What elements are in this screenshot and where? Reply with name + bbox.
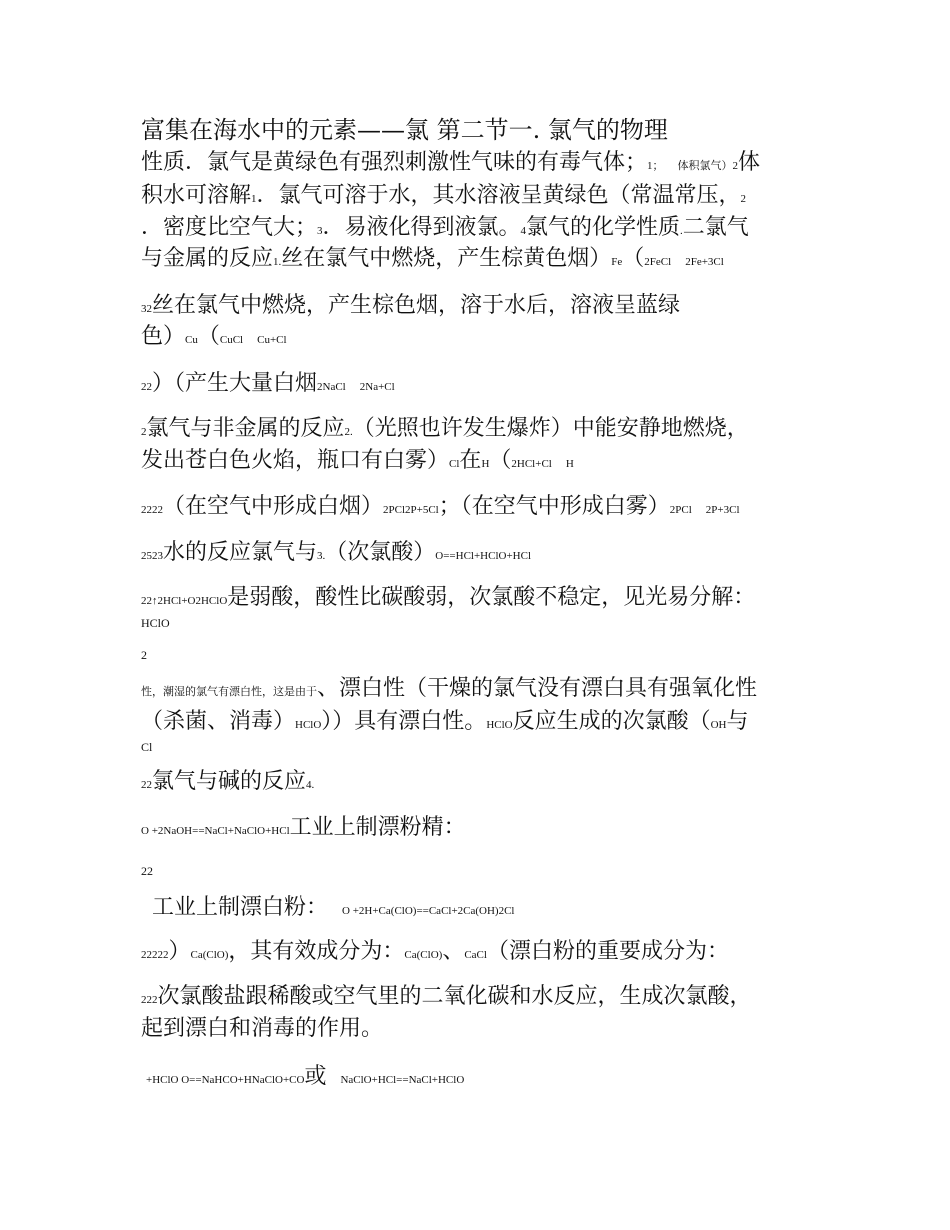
formula: 22↑2HCl+O2HClO xyxy=(141,595,228,607)
title-line xyxy=(141,118,668,142)
text-line-20 xyxy=(141,817,466,839)
text: 发出苍白色火焰，瓶口有白雾） xyxy=(141,448,450,473)
text: ．易液化得到液氯。 xyxy=(322,215,521,240)
title-text: 富集在海水中的元素——氯 第二节一. 氯气的物理 xyxy=(141,116,668,144)
formula: CuCl xyxy=(219,334,244,346)
text-line-13 xyxy=(141,587,755,609)
subscript: 1. xyxy=(273,256,282,268)
subscript: 222 xyxy=(141,994,158,1006)
formula: NaClO+HCl==NaCl+HClO xyxy=(340,1074,465,1086)
subscript: 2 xyxy=(141,648,147,662)
text: ； xyxy=(438,494,461,519)
subscript: 22 xyxy=(141,864,153,878)
text-line-5 xyxy=(141,248,724,270)
subscript: 2222 xyxy=(141,504,163,516)
subscript: 22222 xyxy=(141,949,169,961)
text: 水的反应氯气与 xyxy=(163,540,318,565)
formula: HClO xyxy=(486,719,513,731)
text: （ xyxy=(489,448,512,473)
formula: Ca(ClO) xyxy=(190,949,229,961)
subscript: 22 xyxy=(141,381,152,393)
text: （在空气中形成白烟） xyxy=(163,494,384,519)
formula: 2Fe+3Cl xyxy=(685,256,724,268)
text-line-14 xyxy=(141,614,170,630)
text: （ xyxy=(622,246,645,271)
text: ．氯气可溶于水，其水溶液呈黄绿色（常温常压， xyxy=(256,183,741,208)
formula: Cl xyxy=(449,458,460,470)
text: ）（产生大量白烟 xyxy=(152,371,318,396)
formula: H xyxy=(565,458,574,470)
text: 与金属的反应 xyxy=(141,246,274,271)
text: （在空气中形成白雾） xyxy=(460,494,670,519)
text: 、 xyxy=(442,939,465,964)
text: 丝在氯气中燃烧，产生棕色烟，溶于水后，溶液呈蓝绿 xyxy=(152,293,681,318)
subscript: 4. xyxy=(306,779,315,791)
text: 次氯酸盐跟稀酸或空气里的二氧化碳和水反应，生成次氯酸， xyxy=(157,984,752,1009)
text: ．密度比空气大； xyxy=(141,215,318,240)
subscript: 4 xyxy=(520,225,527,237)
formula: Fe xyxy=(611,256,623,268)
formula: HClO xyxy=(141,616,170,630)
text: 积水可溶解 xyxy=(141,183,252,208)
text: 与 xyxy=(726,709,749,734)
formula: 2PCl xyxy=(669,504,692,516)
formula: H xyxy=(481,458,490,470)
text-line-17 xyxy=(141,711,749,733)
subscript: 22 xyxy=(141,779,152,791)
formula: Cl xyxy=(141,740,153,754)
text: 在 xyxy=(459,448,482,473)
formula: O==HCl+HClO+HCl xyxy=(435,550,531,562)
text: 工业上制漂白粉： xyxy=(152,895,329,920)
text-line-6 xyxy=(141,295,680,317)
text-line-21 xyxy=(141,862,153,878)
text-line-11 xyxy=(141,496,740,518)
text-line-26 xyxy=(146,1066,464,1088)
text: ） xyxy=(168,939,191,964)
text: 或 xyxy=(304,1064,327,1089)
text-line-19 xyxy=(141,771,314,793)
small-text: 性，潮湿的氯气有漂白性，这是由于 xyxy=(141,686,317,698)
text: ，其有效成分为： xyxy=(228,939,405,964)
text-line-24 xyxy=(141,986,752,1008)
subscript: 3. xyxy=(317,550,326,562)
text-line-10 xyxy=(141,450,574,472)
formula: CaCl xyxy=(464,949,487,961)
formula: Ca(ClO) xyxy=(404,949,443,961)
formula: Cu+Cl xyxy=(257,334,287,346)
text-line-8 xyxy=(141,373,395,395)
formula: 2Na+Cl xyxy=(359,381,395,393)
text: ））具有漂白性。 xyxy=(321,709,487,734)
text-line-23 xyxy=(141,941,729,963)
subscript: 2. xyxy=(344,426,353,438)
formula: O +2H+Ca(ClO)==CaCl+2Ca(OH)2Cl xyxy=(342,905,515,917)
text-line-7 xyxy=(141,326,287,348)
formula: OH xyxy=(710,719,727,731)
formula: 2PCl2P+5Cl xyxy=(383,504,439,516)
formula: 2HCl+Cl xyxy=(511,458,552,470)
formula: 2P+3Cl xyxy=(705,504,740,516)
text: 体 xyxy=(738,150,761,175)
text-line-9 xyxy=(141,418,749,440)
text-line-12 xyxy=(141,542,531,564)
formula: O +2NaOH==NaCl+NaClO+HCl xyxy=(141,825,290,837)
text-line-18 xyxy=(141,738,152,754)
text: 、漂白性（干燥的氯气没有漂白具有强氧化性 xyxy=(317,676,758,701)
formula: 2NaCl xyxy=(317,381,346,393)
subscript: . xyxy=(680,225,683,237)
text: 性质．氯气是黄绿色有强烈刺激性气味的有毒气体； xyxy=(141,150,648,175)
text: 氯气的化学性质 xyxy=(526,215,681,240)
text: （次氯酸） xyxy=(325,540,436,565)
text-line-16 xyxy=(141,678,757,700)
text: 工业上制漂粉精： xyxy=(289,815,466,840)
text: （杀菌、消毒） xyxy=(141,709,296,734)
text: （漂白粉的重要成分为： xyxy=(486,939,729,964)
text: （ xyxy=(197,324,220,349)
text: 起到漂白和消毒的作用。 xyxy=(141,1016,384,1041)
text: 色） xyxy=(141,324,186,349)
subscript: 体积氯气）2 xyxy=(677,160,739,172)
text: 二氯气 xyxy=(682,215,749,240)
formula: Cu xyxy=(185,334,198,346)
text: 氯气与碱的反应 xyxy=(152,769,307,794)
formula: +HClO O==NaHCO+HNaClO+CO xyxy=(146,1074,305,1086)
formula: HClO xyxy=(295,719,322,731)
text-line-4 xyxy=(141,217,749,239)
text: 是弱酸，酸性比碳酸弱，次氯酸不稳定，见光易分解： xyxy=(227,585,756,610)
text: （光照也许发生爆炸）中能安静地燃烧， xyxy=(352,416,749,441)
subscript: 32 xyxy=(141,303,152,315)
subscript: 3 xyxy=(317,225,323,237)
text-line-22 xyxy=(152,897,515,919)
subscript: 2523 xyxy=(141,550,163,562)
formula: 2FeCl xyxy=(644,256,672,268)
text-line-2 xyxy=(141,152,760,174)
subscript: 1 xyxy=(251,193,257,205)
text-line-15 xyxy=(141,646,147,662)
text: 丝在氯气中燃烧，产生棕黄色烟） xyxy=(281,246,612,271)
text: 反应生成的次氯酸（ xyxy=(512,709,711,734)
subscript: 1； xyxy=(647,160,664,172)
text: 氯气与非金属的反应 xyxy=(146,416,345,441)
subscript: 2 xyxy=(141,426,147,438)
subscript: 2 xyxy=(740,193,747,205)
text-line-25 xyxy=(141,1018,383,1040)
text-line-3 xyxy=(141,185,746,207)
